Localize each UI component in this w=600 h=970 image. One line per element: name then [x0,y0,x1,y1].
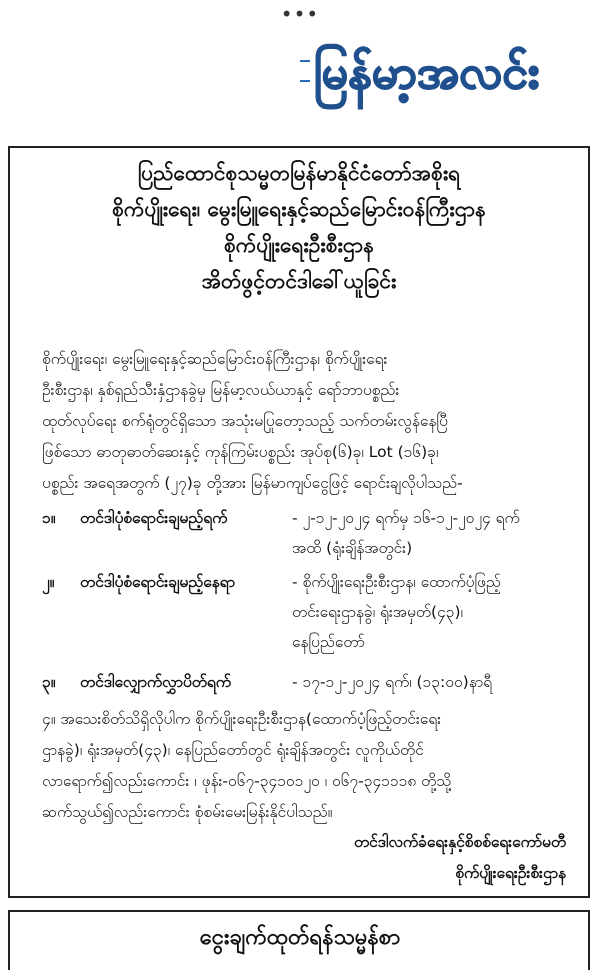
item-number: ၂။ [42,573,55,591]
notice-body-line-1: စိုက်ပျိုးရေး၊ မွေးမြူရေးနှင့်ဆည်မြောင်းဝန်ကြီးဌာန၊ စိုက်ပျိုးရေး [42,350,388,368]
item-label: တင်ဒါလျှောက်လွှာပိတ်ရက် [80,673,231,691]
masthead-rule [300,60,310,82]
signature-department: စိုက်ပျိုးရေးဦးစီးဌာန [455,864,566,882]
notice-item-4-line-4: ဆက်သွယ်၍လည်းကောင်း စုံစမ်းမေးမြန်းနိုင်ပါသည်။ [42,803,333,821]
item-number: ၁။ [42,509,56,527]
newspaper-masthead [300,38,600,110]
notice-title-line-1: ပြည်ထောင်စုသမ္မတမြန်မာနိုင်ငံတော်အစိုးရ [137,161,461,185]
item-value-line: နေပြည်တော် [292,633,365,651]
next-notice-title: ငွေးချက်ထုတ်ရန်သမ္မန်စာ [199,925,401,950]
more-options-icon[interactable]: ••• [280,2,320,26]
item-value-line: အထိ (ရုံးချိန်အတွင်း) [292,539,413,557]
notice-body-line-3: ထုတ်လုပ်ရေး စက်ရုံတွင်ရှိသော အသုံးမပြုတော့သည့် သက်တမ်းလွန်နေပြီ [42,412,448,430]
notice-title-line-4: အိတ်ဖွင့်တင်ဒါခေါ်ယူခြင်း [201,269,397,293]
notice-item-4-line-2: ဌာနခွဲ)၊ ရုံးအမှတ်(၄၃)၊ နေပြည်တော်တွင် ရုံးချိန်အတွင်း လူကိုယ်တိုင် [42,741,424,759]
notice-body-line-5: ပစ္စည်း အရေအတွက် (၂၇)ခု တို့အား မြန်မာကျပ်ငွေဖြင့် ရောင်းချလိုပါသည်- [42,474,463,492]
item-value-line: တင်းရေးဌာနခွဲ၊ ရုံးအမှတ်(၄၃)၊ [292,603,463,621]
item-value-line: - ၂-၁၂-၂၀၂၄ ရက်မှ ၁၆-၁၂-၂၀၂၄ ရက် [292,509,520,527]
item-number: ၃။ [42,673,56,691]
item-value-line: - စိုက်ပျိုးရေးဦးစီးဌာန၊ ထောက်ပံ့ဖြည့် [292,573,501,591]
item-label: တင်ဒါပုံစံရောင်းချမည့်နေရာ [80,573,235,591]
tender-notice [8,146,590,898]
notice-body-line-4: ဖြစ်သော ဓာတုဓာတ်ဆေးနှင့် ကုန်ကြမ်းပစ္စည်း အုပ်စု(၆)ခု၊ Lot (၁၆)ခု၊ [42,443,439,461]
masthead-logo: မြန်မာ့အလင်း [314,45,540,99]
item-value-line: - ၁၇-၁၂-၂၀၂၄ ရက်၊ (၁၃:၀၀)နာရီ [292,673,493,691]
notice-item-4-line-3: လာရောက်၍လည်းကောင်း ၊ ဖုန်း-၀၆၇-၃၄၁၀၁၂၀ ၊ ၀၆၇-၃၄၁၁၁၈ တို့သို့ [42,772,452,790]
notice-item-4-line-1: ၄။ အသေးစိတ်သိရှိလိုပါက စိုက်ပျိုးရေးဦးစီးဌာန(ထောက်ပံ့ဖြည့်တင်းရေး [42,710,442,728]
item-label: တင်ဒါပုံစံရောင်းချမည့်ရက် [80,509,228,527]
notice-body-line-2: ဦးစီးဌာန၊ နှစ်ရှည်သီးနှံဌာနခွဲမှ မြန်မာ့လယ်ယာနှင့် ရော်ဘာပစ္စည်း [42,381,400,399]
notice-title-line-3: စိုက်ပျိုးရေးဦးစီးဌာန [223,233,375,257]
signature-committee: တင်ဒါလက်ခံရေးနှင့်စိစစ်ရေးကော်မတီ [353,833,566,851]
notice-title-line-2: စိုက်ပျိုးရေး၊ မွေးမြူရေးနှင့်ဆည်မြောင်းဝန်ကြီးဌာန [112,197,486,221]
